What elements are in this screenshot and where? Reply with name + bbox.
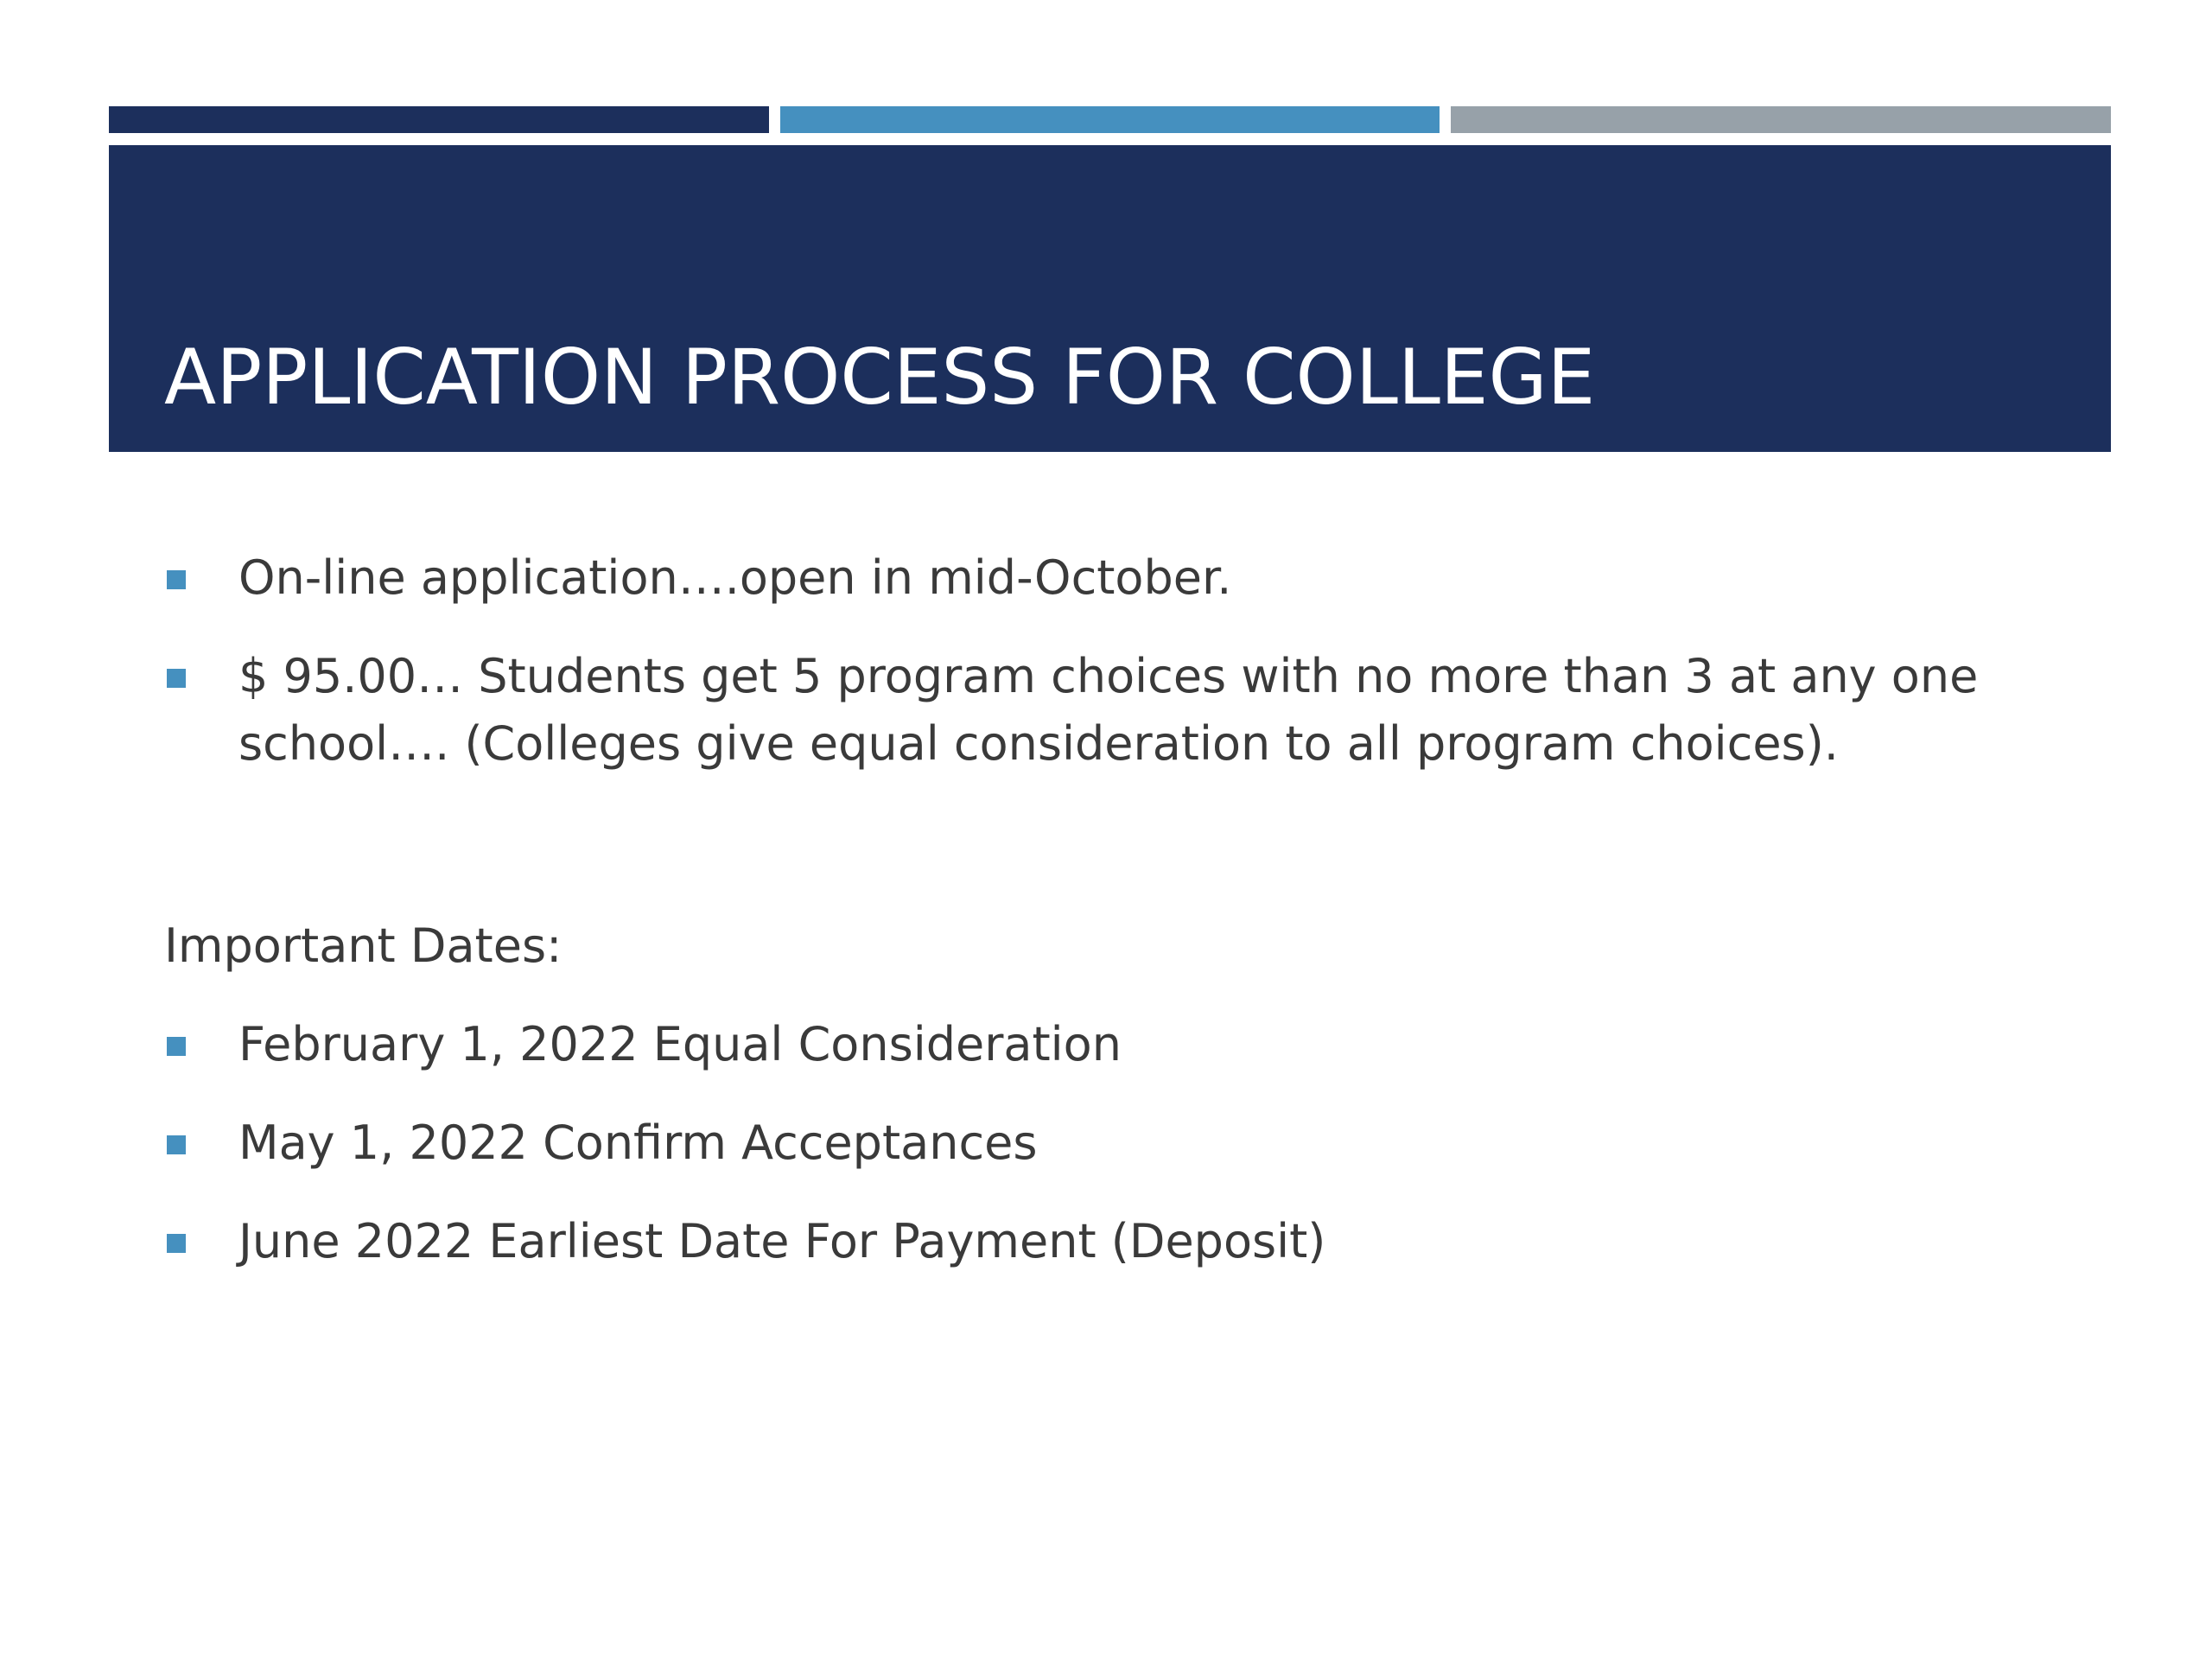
list-item [164, 1109, 2031, 1177]
bullet-text: May 1, 2022 Confirm Acceptances [238, 1116, 1038, 1170]
bullet-text: June 2022 Earliest Date For Payment (Deposit) [238, 1214, 1326, 1268]
list-item [164, 643, 2031, 778]
slide-title: APPLICATION PROCESS FOR COLLEGE [164, 333, 1596, 422]
accent-bar-gray [1451, 106, 2111, 133]
title-band [109, 145, 2111, 452]
list-item [164, 1208, 2031, 1275]
dates-heading: Important Dates: [164, 918, 563, 973]
bullet-text: $ 95.00… Students get 5 program choices with no more than 3 at any one school…. (Colleges give equal consideration to all program choices). [238, 649, 1979, 771]
accent-bar-light-blue [780, 106, 1440, 133]
square-bullet-icon [167, 1135, 186, 1154]
spacer [164, 809, 2031, 912]
square-bullet-icon [167, 570, 186, 589]
list-item [164, 544, 2031, 612]
square-bullet-icon [167, 669, 186, 688]
bullet-list-top [164, 544, 2031, 778]
accent-bar-navy [109, 106, 769, 133]
bullet-text: On-line application….open in mid-October. [238, 550, 1232, 605]
slide-content [164, 544, 2031, 1306]
bullet-text: February 1, 2022 Equal Consideration [238, 1017, 1122, 1071]
square-bullet-icon [167, 1037, 186, 1056]
list-item [164, 1011, 2031, 1078]
bullet-list-dates [164, 1011, 2031, 1275]
square-bullet-icon [167, 1234, 186, 1253]
